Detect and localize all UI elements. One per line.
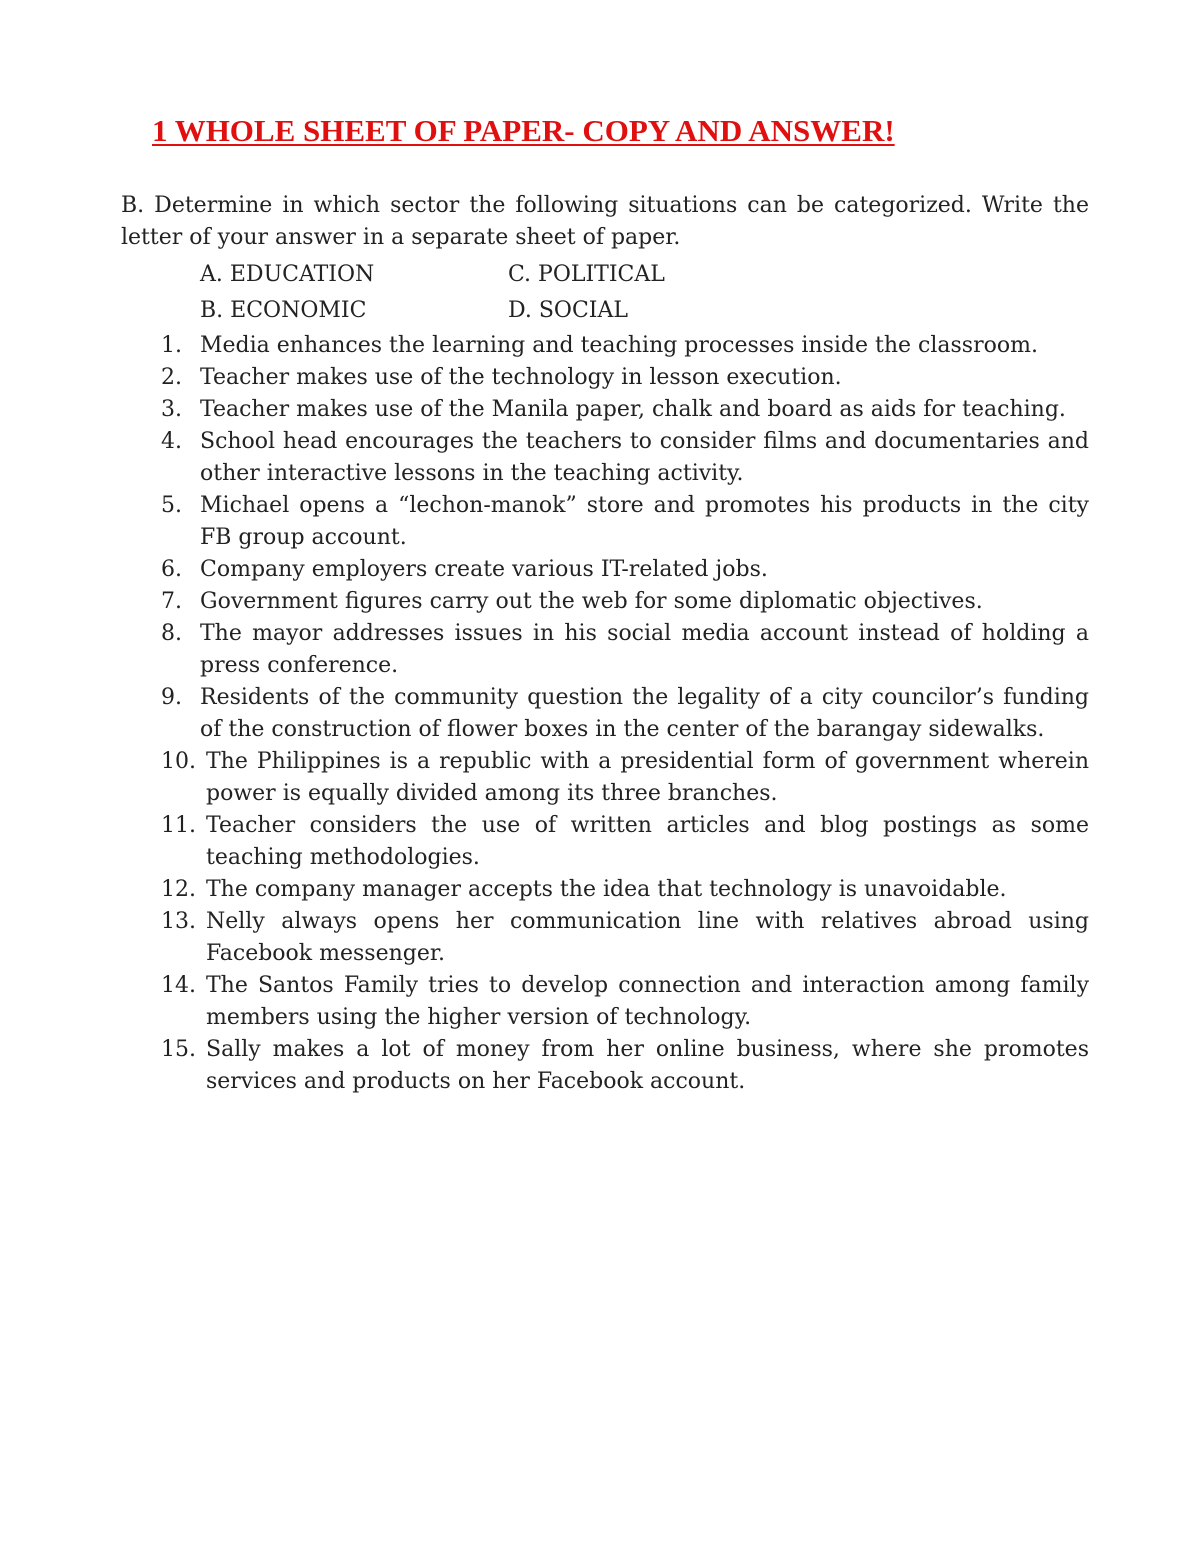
choice-b: B. ECONOMIC: [200, 298, 367, 323]
question-item: [121, 874, 1089, 906]
question-item: [121, 682, 1089, 746]
choice-d: D. SOCIAL: [508, 298, 628, 323]
question-number: 10.: [161, 749, 196, 774]
question-number: 8.: [161, 621, 182, 646]
question-item: [121, 394, 1089, 426]
question-number: 6.: [161, 557, 182, 582]
question-text: The Santos Family tries to develop connection and interaction among family members using the higher version of technology.: [206, 973, 1089, 1030]
choice-row: [200, 257, 816, 293]
question-item: [121, 330, 1089, 362]
choice-c: C. POLITICAL: [508, 262, 665, 287]
question-text: Teacher makes use of the technology in lesson execution.: [200, 365, 842, 390]
question-number: 14.: [161, 973, 196, 998]
instructions: B. Determine in which sector the following situations can be categorized. Write the letter of your answer in a separate sheet of paper.: [121, 193, 1089, 250]
choice-a: A. EDUCATION: [200, 262, 375, 287]
answer-choices: [200, 257, 816, 329]
question-text: The company manager accepts the idea that technology is unavoidable.: [206, 877, 1007, 902]
question-item: [121, 1034, 1089, 1098]
question-number: 5.: [161, 493, 182, 518]
question-item: [121, 490, 1089, 554]
question-text: The Philippines is a republic with a presidential form of government wherein power is equally divided among its three branches.: [206, 749, 1089, 806]
question-text: Teacher makes use of the Manila paper, chalk and board as aids for teaching.: [200, 397, 1066, 422]
question-item: [121, 586, 1089, 618]
question-text: Sally makes a lot of money from her online business, where she promotes services and products on her Facebook account.: [206, 1037, 1089, 1094]
question-text: Michael opens a “lechon-manok” store and promotes his products in the city FB group account.: [200, 493, 1089, 550]
question-number: 7.: [161, 589, 182, 614]
question-number: 13.: [161, 909, 196, 934]
question-text: Company employers create various IT-related jobs.: [200, 557, 768, 582]
question-text: Nelly always opens her communication line with relatives abroad using Facebook messenger.: [206, 909, 1089, 966]
question-text: Residents of the community question the legality of a city councilor’s funding of the construction of flower boxes in the center of the barangay sidewalks.: [200, 685, 1089, 742]
page-title: 1 WHOLE SHEET OF PAPER- COPY AND ANSWER!: [152, 113, 895, 148]
question-item: [121, 906, 1089, 970]
question-text: The mayor addresses issues in his social media account instead of holding a press conference.: [200, 621, 1089, 678]
question-number: 1.: [161, 333, 182, 358]
question-item: [121, 426, 1089, 490]
question-item: [121, 810, 1089, 874]
question-number: 3.: [161, 397, 182, 422]
question-text: School head encourages the teachers to consider films and documentaries and other interactive lessons in the teaching activity.: [200, 429, 1089, 486]
question-item: [121, 746, 1089, 810]
question-number: 12.: [161, 877, 196, 902]
question-item: [121, 362, 1089, 394]
question-number: 11.: [161, 813, 196, 838]
choice-row: [200, 293, 816, 329]
question-number: 9.: [161, 685, 182, 710]
question-number: 15.: [161, 1037, 196, 1062]
question-item: [121, 970, 1089, 1034]
question-text: Government figures carry out the web for some diplomatic objectives.: [200, 589, 983, 614]
question-list: [121, 330, 1089, 1098]
question-item: [121, 618, 1089, 682]
question-number: 4.: [161, 429, 182, 454]
question-number: 2.: [161, 365, 182, 390]
question-text: Teacher considers the use of written articles and blog postings as some teaching methodologies.: [206, 813, 1089, 870]
question-text: Media enhances the learning and teaching processes inside the classroom.: [200, 333, 1038, 358]
question-item: [121, 554, 1089, 586]
